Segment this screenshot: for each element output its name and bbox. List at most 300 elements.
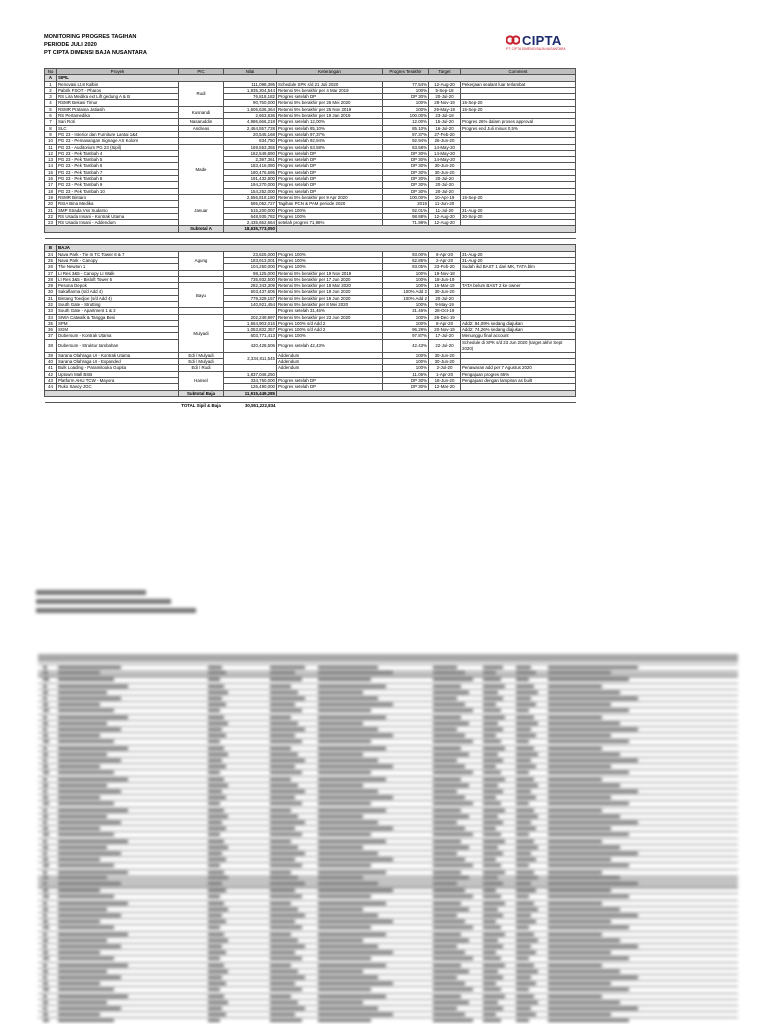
blurred-text [548,790,638,793]
target-cell: 20-Nov-19 [429,327,461,333]
value-cell: 2,397,361 [224,157,277,163]
blurred-text [43,908,48,911]
blurred-text [483,728,503,731]
report-header [44,33,147,57]
blurred-text [208,908,228,911]
blurred-text [516,858,536,861]
blurred-text [483,895,501,898]
blurred-text [516,734,536,737]
project-name: Platform AHU TCW - Mayora [57,377,179,383]
project-name: Pabrik FSOT - Pharos [57,87,179,93]
target-cell: 2-Jul-20 [429,365,461,371]
blurred-text [208,728,222,731]
row-number: 15 [45,169,57,175]
blurred-text [270,759,305,762]
target-cell: 12-Mar-20 [429,384,461,390]
blurred-text [318,827,393,830]
blurred-text [318,871,386,874]
blurred-text [548,876,620,879]
blurred-text [318,678,371,681]
blurred-text [433,1007,457,1010]
note-cell: Retensi 5% berakhir per 17 Jun 2020 [277,276,383,282]
blurred-text [43,771,49,774]
blurred-text [270,809,291,812]
blurred-text [43,939,48,942]
progress-cell: 85.10% [383,125,429,131]
blurred-text [516,840,534,843]
blurred-text [483,846,498,849]
comment-cell: Penawaran add per 7 Agustus 2020 [461,365,576,371]
blurred-text [433,740,473,743]
blurred-text [208,1013,226,1016]
blurred-text [548,697,638,700]
target-cell: 23-Jul-18 [429,113,461,119]
blurred-header-bar [38,654,738,662]
blurred-text [483,697,503,700]
blurred-text [270,728,305,731]
blurred-text [43,846,48,849]
logo-text: CIPTA [522,33,562,48]
blurred-text [318,691,363,694]
blurred-text [433,871,461,874]
blurred-text [208,759,222,762]
comment-cell: Schedule di SPK s/d 23 Jun 2020 (target akhir Sept 2020) [461,339,576,352]
blurred-text [43,889,48,892]
progress-cell: 93.05% [383,264,429,270]
note-cell: Progres setelah 85,10% [277,125,383,131]
blurred-text [43,1013,48,1016]
blurred-text [548,747,602,750]
blurred-text [43,765,48,768]
blurred-text [270,771,302,774]
blurred-text [516,809,534,812]
project-name: Sakaflarma (s/d Add 4) [57,289,179,295]
blurred-text [318,740,371,743]
blurred-text [548,988,629,991]
blurred-text [43,914,47,917]
blurred-text [208,671,226,674]
column-header: Progres Terakhir [383,69,429,75]
value-cell: 20,545,168 [224,131,277,137]
target-cell: 8-Apr-20 [429,320,461,326]
blurred-text [483,833,501,836]
blurred-text [58,771,114,774]
note-cell: Progres setelah DP [277,188,383,194]
blurred-text [270,790,305,793]
value-cell: 4,986,666,218 [224,119,277,125]
blurred-text [433,920,465,923]
project-name: PG 23 - Pek Tambah 9 [57,182,179,188]
blurred-text [483,678,501,681]
row-number: 7 [45,119,57,125]
blurred-text [483,976,503,979]
row-number: 23 [45,220,57,226]
blurred-text [318,995,386,998]
blurred-text [270,882,305,885]
blurred-text [433,790,457,793]
note-cell: Progres setelah DP [277,163,383,169]
value-cell: 2,663,636 [224,113,277,119]
blurred-text [270,691,298,694]
target-cell: 12-Aug-20 [429,220,461,226]
project-name: SMP Strada Vss Sudarso [57,207,179,213]
blurred-text [58,753,107,756]
blurred-text [270,976,305,979]
progress-cell: 93.00% [383,251,429,257]
blurred-text [483,957,501,960]
project-name: RS Pertamedika [57,113,179,119]
blurred-text [548,933,602,936]
blurred-text [318,939,363,942]
blurred-text [270,902,291,905]
blurred-text [516,753,538,756]
blurred-text [483,964,505,967]
row-number: 6 [45,113,57,119]
note-cell: Progres setelah DP [277,94,383,100]
blurred-text [318,945,378,948]
comment-cell: Pekerjaan sealant luar terlambat [461,81,576,87]
blurred-text [433,802,473,805]
progress-cell: 100% [383,314,429,320]
blurred-text [270,778,291,781]
grand-total-row [45,403,576,409]
blurred-text [433,939,469,942]
table-cell [45,403,179,409]
subtotal-label: Subtotal Baja [179,390,224,396]
blurred-text [548,722,620,725]
target-cell: 20-Jul-20 [429,188,461,194]
blurred-text [270,957,302,960]
blurred-text [58,671,100,674]
blurred-text [208,858,226,861]
blurred-text [43,1001,48,1004]
blurred-text [516,951,536,954]
blurred-text [433,827,465,830]
blurred-text [318,809,386,812]
comment-cell: 30-Sep-20 [461,213,576,219]
blurred-text [318,988,371,991]
blurred-text [270,1001,298,1004]
blurred-text [483,802,501,805]
blurred-text [483,982,496,985]
blurred-text [318,882,378,885]
blurred-text [208,691,228,694]
blurred-text [433,815,469,818]
blurred-text [516,957,529,960]
blurred-text [483,988,501,991]
blurred-text [58,709,114,712]
subtotal-label: Subtotal A [179,226,224,232]
blurred-text [208,914,222,917]
blurred-text [433,852,457,855]
blurred-text [516,765,536,768]
target-cell: 5-Sep-18 [429,87,461,93]
blurred-text [58,951,100,954]
blurred-text [270,747,291,750]
blurred-text [43,895,49,898]
blurred-text [548,871,602,874]
row-number: 31 [45,295,57,301]
blurred-text [208,815,228,818]
blurred-text [548,964,602,967]
project-name: Bintang Toedjoe (s/d Add 4) [57,295,179,301]
row-number: 12 [45,150,57,156]
column-header: Comment [461,69,576,75]
grand-total-label: TOTAL Sipil & Baja [181,403,221,409]
note-cell: Progres 100% [277,213,383,219]
note-cell: Progres 100% s/d Add 2 [277,320,383,326]
note-cell: Progres setelah DP [277,176,383,182]
blurred-text [270,939,298,942]
row-number: 43 [45,377,57,383]
project-name: PG 23 - Auditorium PG 23 (Sipil) [57,144,179,150]
blurred-text [270,666,305,669]
blurred-text [483,889,496,892]
blurred-text [43,995,47,998]
blurred-text [43,876,48,879]
blurred-text [318,759,378,762]
note-cell: Progres setelah DP [277,157,383,163]
blurred-text [58,802,114,805]
blurred-text [483,864,501,867]
value-cell: 191,432,800 [224,176,277,182]
blurred-text [548,671,611,674]
project-name: RSMR Bintaro [57,194,179,200]
progress-cell: 97.87% [383,333,429,339]
blurred-text [208,716,224,719]
project-name: SIWA Catwalk & Tangga Besi [57,314,179,320]
blurred-text [483,920,496,923]
blurred-text [58,876,107,879]
progress-cell: DP 30% [383,157,429,163]
blurred-text [58,796,100,799]
blurred-text [516,671,536,674]
blurred-text [516,778,534,781]
blurred-text [270,926,302,929]
note-cell: Progres setelah 42,43% [277,339,383,352]
project-name: PG 23 - Interior dan Furniture Lantai 1&4 [57,131,179,137]
blurred-text [208,734,226,737]
blurred-text [43,734,48,737]
progress-cell: DP 30% [383,176,429,182]
blurred-text [58,1019,114,1022]
blurred-text [58,827,100,830]
pic-cell: Edi / Rudi [179,365,224,371]
row-number: 19 [45,194,57,200]
value-cell: 183,416,080 [224,163,277,169]
pic-cell: Nasaruddin [179,119,224,125]
blurred-text [318,765,393,768]
value-cell: 1,837,046,250 [224,371,277,377]
blurred-text [433,882,457,885]
blurred-text [516,685,534,688]
blurred-text [483,970,498,973]
blurred-text [516,988,529,991]
blurred-text [208,722,228,725]
row-number: 16 [45,176,57,182]
blurred-text [318,1019,371,1022]
blurred-text [433,716,461,719]
blurred-text [483,871,505,874]
blurred-text [43,970,48,973]
note-cell: Progres 100% [277,257,383,263]
pic-cell: Edi / Mulyadi [179,359,224,365]
blurred-text [433,734,465,737]
row-number: 20 [45,201,57,207]
blurred-text [43,827,48,830]
blurred-text [58,678,114,681]
blurred-text [208,666,222,669]
blurred-text [433,691,469,694]
blurred-text [208,926,220,929]
progress-cell: 92.01% [383,207,429,213]
blurred-text [516,902,534,905]
blurred-text [548,691,620,694]
blurred-text [58,995,128,998]
blurred-text [43,753,48,756]
blurred-text [270,970,298,973]
blurred-text [270,685,291,688]
note-cell: Progres setelah DP [277,150,383,156]
blurred-text [270,951,295,954]
blurred-text [208,821,222,824]
blurred-text [208,685,224,688]
blurred-text [270,1013,295,1016]
blurred-text [318,889,393,892]
blurred-text [43,988,49,991]
blurred-text [548,759,638,762]
target-cell: 16-Jul-20 [429,125,461,131]
blurred-text [43,728,47,731]
blurred-text [208,982,226,985]
blurred-text [208,778,224,781]
blurred-text [58,852,121,855]
blurred-text [43,809,47,812]
column-header: Proyek [57,69,179,75]
blurred-text [433,982,465,985]
progress-cell: 100% [383,352,429,358]
blurred-text [516,802,529,805]
value-cell: 1,564,903,015 [224,320,277,326]
note-cell: Progres 100% [277,251,383,257]
progress-cell: DP 30% [383,163,429,169]
blurred-text [516,970,538,973]
blurred-text [516,846,538,849]
blurred-text [548,827,611,830]
blurred-text [270,864,302,867]
blurred-text [433,914,457,917]
progress-cell: 92.94% [383,138,429,144]
blurred-text [548,970,620,973]
blurred-text [318,846,363,849]
blurred-text [208,1007,222,1010]
target-cell: 10-Apr-19 [429,194,461,200]
blurred-text [43,678,49,681]
row-number: 41 [45,365,57,371]
blurred-text [58,970,107,973]
blurred-text [58,691,107,694]
blurred-text [548,914,638,917]
pic-cell: Edi / Mulyadi [179,352,224,358]
blurred-text [516,703,536,706]
blurred-text [433,809,461,812]
blurred-text [318,957,371,960]
blurred-text [433,951,465,954]
blurred-text [483,926,501,929]
table-cell [277,403,576,409]
blurred-text [270,734,295,737]
project-name: Dubersum - Kontrak Utama [57,333,179,339]
blurred-text [548,1007,638,1010]
section-code: A [45,75,57,81]
comment-cell: 31-Aug-20 [461,251,576,257]
comment-cell: Add2: 84,09% sedang diajukan [461,320,576,326]
value-cell: 2,334,811,545 [224,352,277,365]
blurred-text [483,951,496,954]
blurred-text [270,895,302,898]
progress-cell: DP 30% [383,188,429,194]
blurred-text [318,951,393,954]
blurred-text [516,939,538,942]
blurred-text [318,671,393,674]
note-cell: Retensi 5% berakhir per 19 Nov 2019 [277,270,383,276]
blurred-text [318,895,371,898]
blurred-text [516,728,531,731]
blurred-text [548,902,602,905]
target-cell: 19-Nov-18 [429,270,461,276]
blurred-text [58,1001,107,1004]
progress-cell: 100% [383,276,429,282]
pic-cell: Bayu [179,283,224,308]
progress-cell: 100% [383,320,429,326]
project-name: Bulk Loading - Paramitouka Gupita [57,365,179,371]
row-number: 10 [45,138,57,144]
blurred-text [58,988,114,991]
blurred-text [483,1019,501,1022]
blurred-text [483,753,498,756]
comment-cell: Menunggu final account [461,333,576,339]
blurred-text [516,964,534,967]
blurred-text [483,759,503,762]
blurred-text [516,722,538,725]
blurred-heading [36,608,196,613]
note-cell: Progres setelah 31,46% [277,308,383,314]
project-name: RSIA Bina Medika [57,201,179,207]
blurred-text [433,697,457,700]
value-cell: 76,818,182 [224,94,277,100]
blurred-text [516,871,534,874]
project-name: Pesona Depok [57,283,179,289]
blurred-text [58,784,107,787]
blurred-text [270,753,298,756]
blurred-text [516,1019,529,1022]
row-number: 37 [45,333,57,339]
target-cell: 6-Apr-20 [429,251,461,257]
target-cell: 30-Jun-20 [429,163,461,169]
blurred-text [516,889,536,892]
comment-cell: TATA belum BAST 2 ke owner [461,283,576,289]
value-cell: 202,249,997 [224,314,277,320]
blurred-text [43,982,48,985]
blurred-text [483,821,503,824]
target-cell: 2-Apr-20 [429,257,461,263]
blurred-text [208,876,228,879]
blurred-text [43,703,48,706]
pic-cell: Kusnandi [179,106,224,119]
project-name: PG 23 - Pek Tambah 8 [57,176,179,182]
blurred-text [548,982,611,985]
blurred-text [318,821,378,824]
